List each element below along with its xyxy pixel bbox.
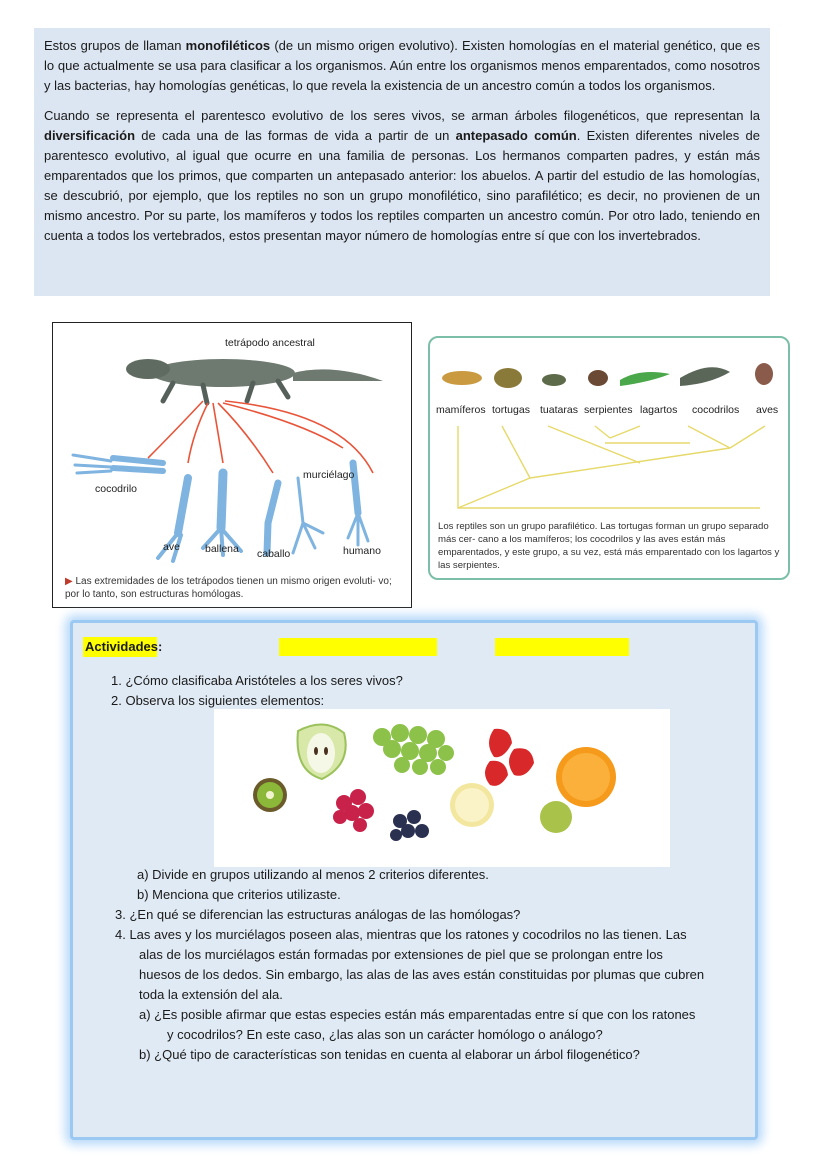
label-tetrapodo-ancestral: tetrápodo ancestral [225, 337, 315, 349]
question-4b: b) ¿Qué tipo de características son tenidas en cuenta al elaborar un árbol filogenético? [139, 1047, 640, 1062]
question-1: 1. ¿Cómo clasificaba Aristóteles a los seres vivos? [111, 673, 403, 688]
label-cocodrilo: cocodrilo [95, 483, 138, 495]
grapes-illustration [373, 724, 454, 775]
intro-text-box [34, 28, 770, 296]
activities-title: Actividades: [83, 637, 157, 657]
tree-caption: Los reptiles son un grupo parafilético. Las tortugas forman un grupo separado más cer- cano a los mamíferos; los cocodrilos y las aves están más emparentados, y este grupo, a su vez, está más emparentado con los lagartos y las serpientes. [438, 521, 780, 571]
taxon-tortugas: tortugas [492, 404, 530, 416]
kiwi-illustration [253, 778, 287, 812]
question-4-line: huesos de los dedos. Sin embargo, las alas de las aves están constituidas por plumas que cubren [139, 967, 705, 982]
strawberries-illustration [485, 729, 534, 786]
orange-illustration [556, 747, 616, 807]
yellow-highlight-bar [279, 638, 437, 656]
question-4: 4. Las aves y los murciélagos poseen alas, mientras que los ratones y cocodrilos no las tienen. Las [115, 927, 687, 942]
question-3: 3. ¿En qué se diferencian las estructuras análogas de las homólogas? [115, 907, 521, 922]
apple-illustration [298, 724, 346, 779]
question-4a: a) ¿Es posible afirmar que estas especies están más emparentadas entre sí que con los ratones [139, 1007, 696, 1022]
taxon-lagartos: lagartos [640, 404, 678, 416]
question-4-line: alas de los murciélagos están formadas por extensiones de piel que se prolongan entre los [139, 947, 663, 962]
animal-silhouettes [442, 363, 773, 388]
limbs-caption: ▶ Las extremidades de los tetrápodos tienen un mismo origen evoluti- vo; por lo tanto, son estructuras homólogas. [65, 576, 392, 600]
ancestral-tetrapod-illustration [126, 359, 383, 403]
bold-term-antepasado-comun: antepasado común [455, 128, 577, 143]
limbs-illustration [53, 323, 411, 573]
label-murcielago: murciélago [303, 469, 355, 481]
blueberries-illustration [390, 810, 429, 841]
question-4a-line: y cocodrilos? En este caso, ¿las alas son un carácter homólogo o análogo? [167, 1027, 603, 1042]
taxon-tuataras: tuataras [540, 404, 578, 416]
question-2a: a) Divide en grupos utilizando al menos 2 criterios diferentes. [137, 867, 489, 882]
label-caballo: caballo [257, 548, 291, 560]
intro-paragraph-1: Estos grupos de llaman monofiléticos (de un mismo origen evolutivo). Existen homologías en el material genético, que es lo que actualmente se usa para clasificar a los organismos. Aún entre los organismos menos emparentados, como nosotros y las bacterias, hay homologías genéticas, lo que revela la existencia de un ancestro común a todos los organismos. [44, 38, 760, 93]
intro-paragraph-2: Cuando se representa el parentesco evolutivo de los seres vivos, se arman árboles filogenéticos, que representan la diversificación de cada una de las formas de vida a partir de un antepasado común. Existen diferentes niveles de parentesco evolutivo, al igual que ocurre en una familia de personas. Los hermanos comparten padres, y están más emparentados que los primos, que comparten un antepasado anterior: los abuelos. A partir del estudio de las homologías, se descubrió, por ejemplo, que los reptiles no son un grupo monofilético, sino parafilético; es decir, no provienen de un mismo ancestro. Por su parte, los mamíferos y todos los reptiles comparten un ancestro común. Por otro lado, teniendo en cuenta a todos los vertebrados, estos presentan mayor número de homologías entre sí que con los invertebrados. [44, 108, 760, 243]
bold-term-diversificacion: diversificación [44, 128, 136, 143]
question-2b: b) Menciona que criterios utilizaste. [137, 887, 341, 902]
evolution-arrows [148, 401, 373, 473]
bullet-triangle-icon: ▶ [65, 576, 76, 587]
lemon-slice-illustration [450, 783, 494, 827]
question-2: 2. Observa los siguientes elementos: [111, 693, 325, 708]
taxon-aves: aves [756, 404, 779, 416]
yellow-highlight-bar [495, 638, 629, 656]
label-ballena: ballena [205, 543, 239, 555]
phylogenetic-tree-figure [428, 336, 790, 580]
taxon-serpientes: serpientes [584, 404, 633, 416]
fruits-image [214, 709, 670, 867]
lime-illustration [540, 801, 572, 833]
taxon-cocodrilos: cocodrilos [692, 404, 740, 416]
question-4-line: toda la extensión del ala. [139, 987, 283, 1002]
raspberries-illustration [333, 789, 374, 832]
tree-branches [458, 426, 765, 508]
activities-box [70, 620, 758, 1140]
label-humano: humano [343, 545, 381, 557]
bold-term-monofileticos: monofiléticos [185, 38, 271, 53]
homologous-limbs-figure [52, 322, 412, 608]
taxon-mamiferos: mamíferos [436, 404, 486, 416]
label-ave: ave [163, 541, 180, 553]
